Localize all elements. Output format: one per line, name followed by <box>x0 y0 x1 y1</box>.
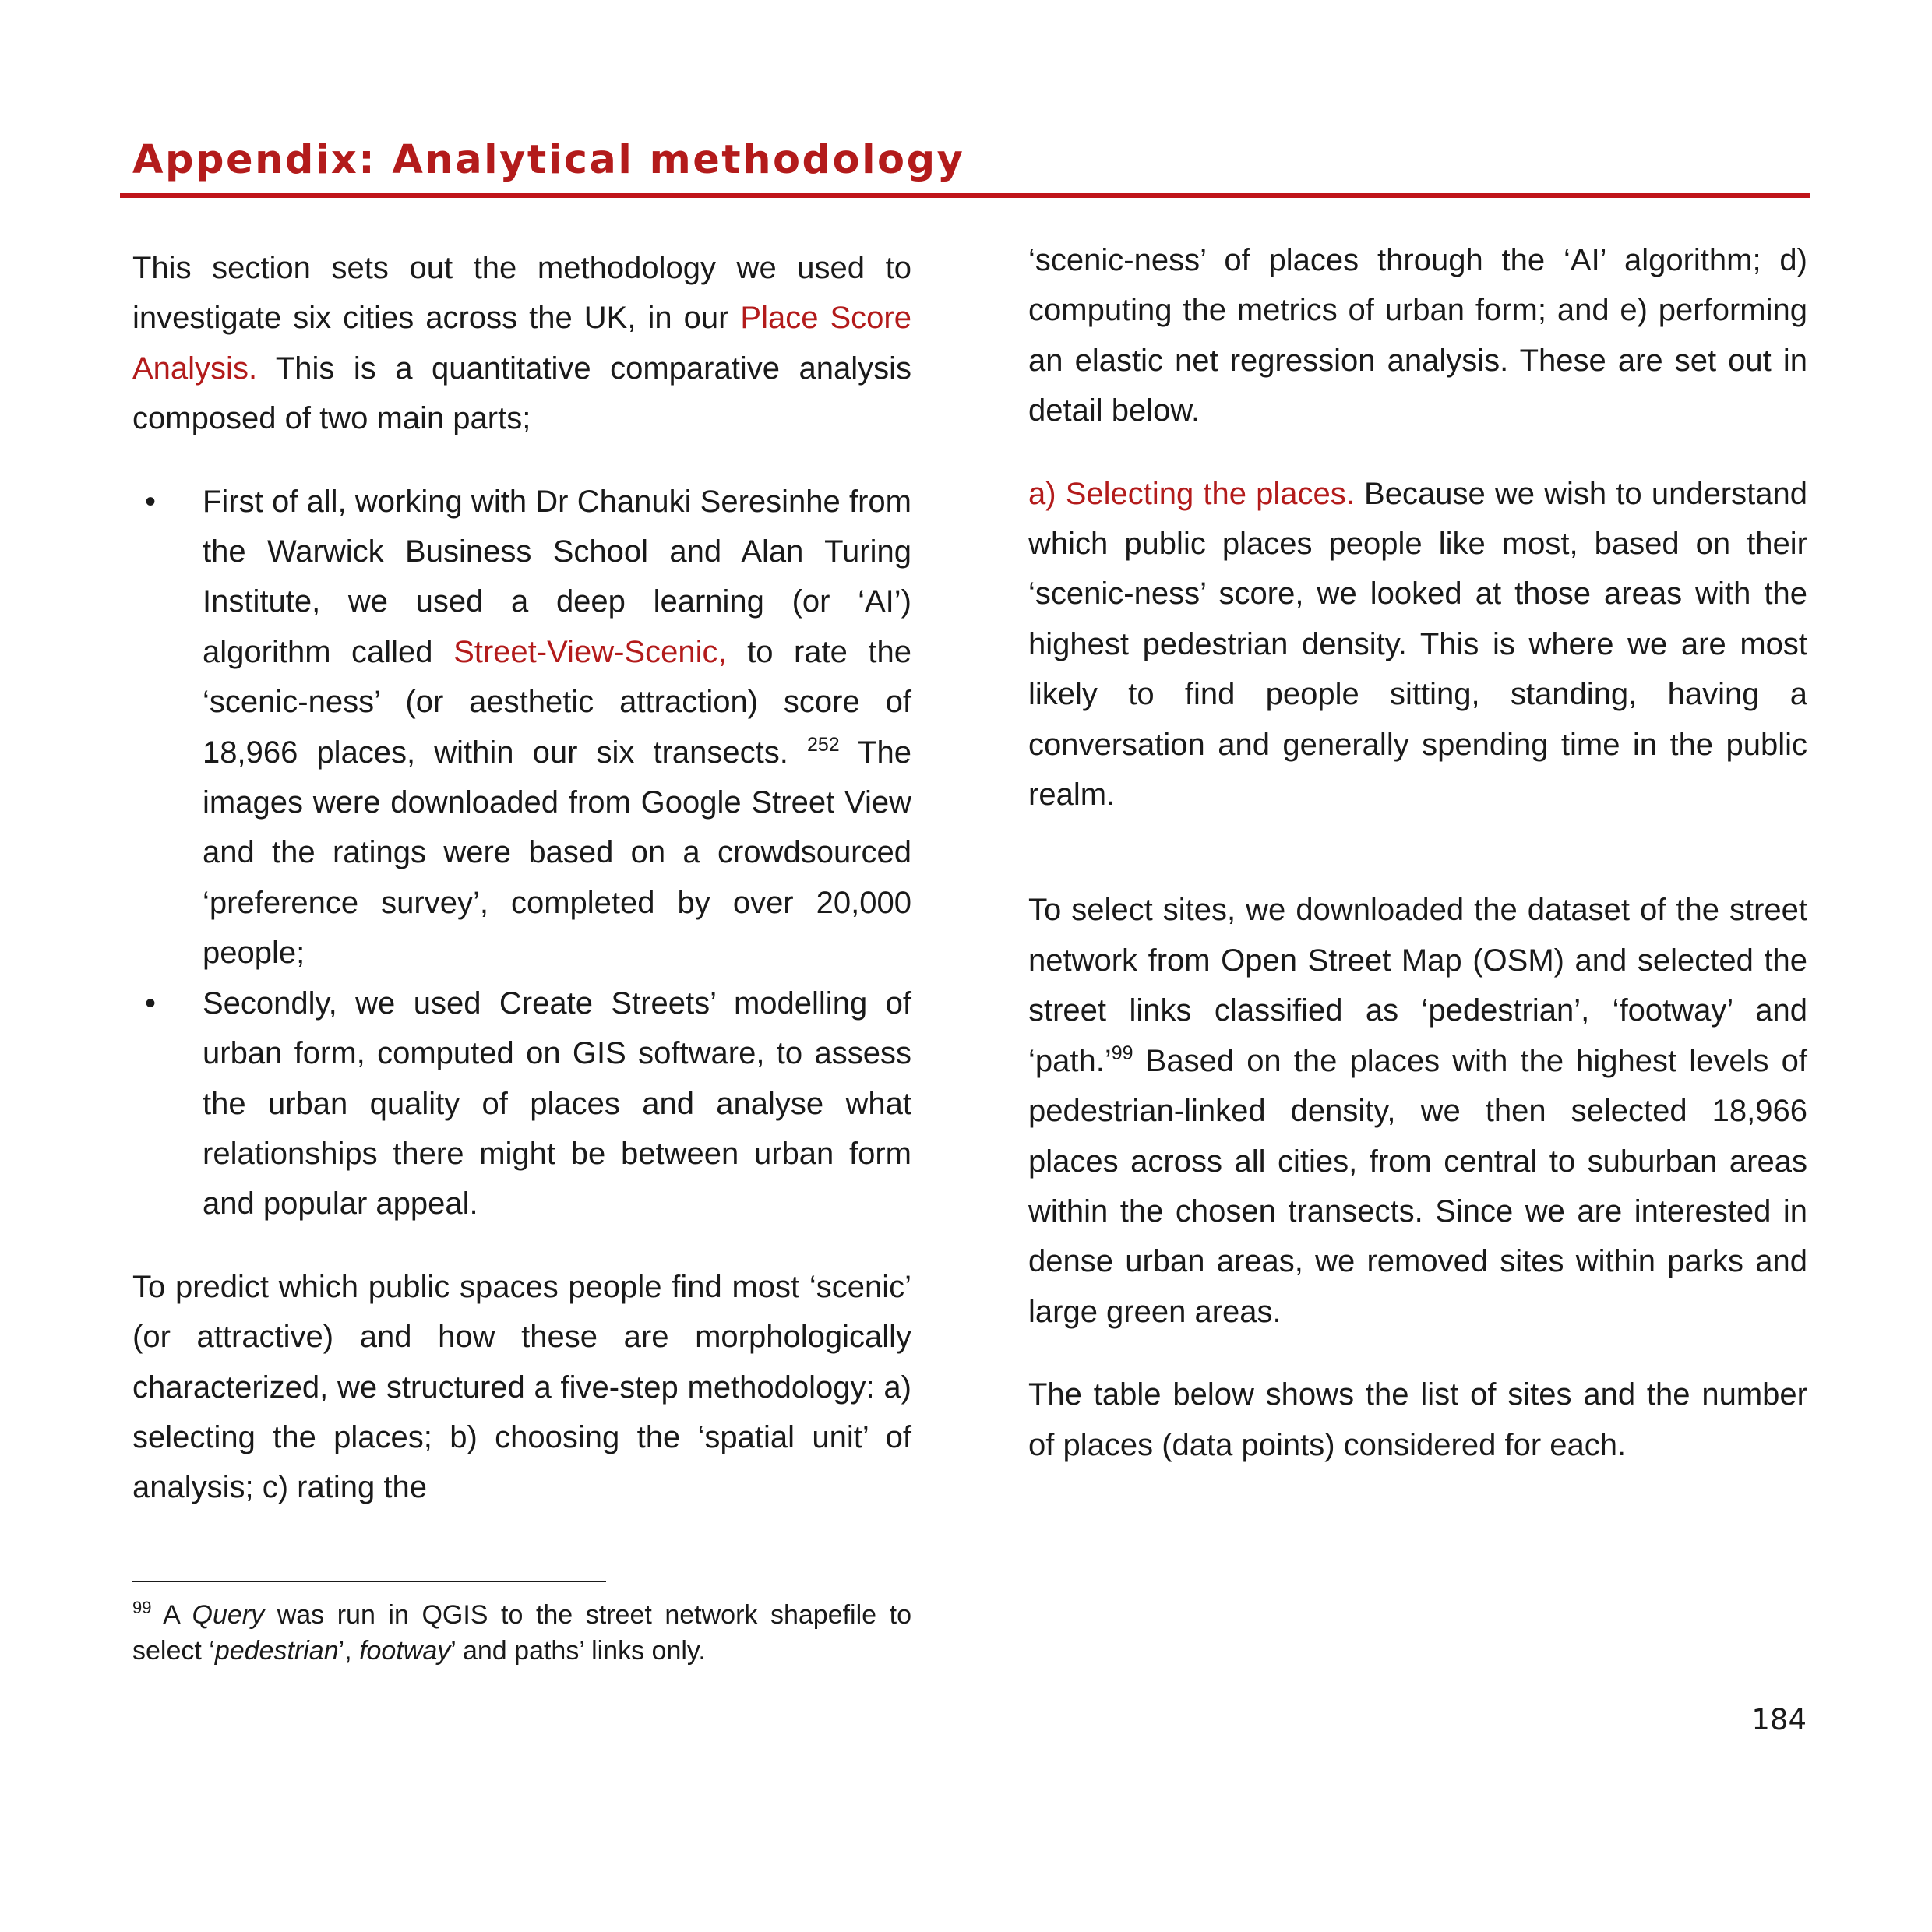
footnote-text: ’ and paths’ links only. <box>450 1636 706 1666</box>
select-sites-text: To select sites, we downloaded the dataset of the street network from Open Street Map (OSM) and selected the street links classified as ‘pedestrian’, ‘footway’ and ‘path.’ <box>1028 893 1807 1078</box>
selecting-places-paragraph <box>1028 469 1807 820</box>
left-column <box>132 243 911 1513</box>
selecting-places-text: Because we wish to understand which public places people like most, based on their ‘scenic-ness’ score, we looked at those areas with the highest pedestrian density. This is where we are most likely to find people sitting, standing, having a conversation and generally spending time in the public realm. <box>1028 476 1807 813</box>
footnote-text: ’, <box>338 1636 360 1666</box>
intro-paragraph <box>132 243 911 444</box>
intro-text-end: This is a quantitative comparative analysis composed of two main parts; <box>132 351 911 436</box>
predict-paragraph: To predict which public spaces people find most ‘scenic’ (or attractive) and how these are morphologically characterized, we structured a five-step methodology: a) selecting the places; b) choosing the ‘spatial unit’ of analysis; c) rating the <box>132 1269 911 1505</box>
intro-text: This section sets out the methodology we used to investigate six cities across the UK, in our <box>132 251 911 336</box>
bullet-icon: • <box>145 985 157 1021</box>
footnote <box>132 1597 911 1669</box>
selecting-places-subheading: a) Selecting the places. <box>1028 476 1355 511</box>
bullet2-text: Secondly, we used Create Streets’ modelling of urban form, computed on GIS software, to assess the urban quality of places and analyse what relationships there might be between urban form and popular appeal. <box>203 985 911 1222</box>
street-view-scenic-link[interactable]: Street-View-Scenic, <box>453 634 727 669</box>
footnote-text: was run in QGIS to the street network shapefile to select ‘ <box>132 1600 911 1666</box>
footnote-ref-99: 99 <box>1111 1042 1133 1064</box>
title-underline <box>120 193 1810 198</box>
bullet1-text-mid: to rate the ‘scenic-ness’ (or aesthetic attraction) score of 18,966 places, within our six transects. <box>203 634 912 770</box>
list-item <box>132 978 911 1229</box>
bullet-icon: • <box>145 484 157 519</box>
footnote-ref-252: 252 <box>806 733 840 756</box>
footnote-footway-term: footway <box>359 1636 451 1666</box>
page-number: 184 <box>1751 1703 1807 1736</box>
place-score-analysis-link[interactable]: Place Score Analysis. <box>132 301 911 386</box>
footnote-divider <box>132 1581 606 1582</box>
page-title: Appendix: Analytical methodology <box>132 137 965 183</box>
right-column <box>1028 235 1807 1470</box>
continuation-paragraph: ‘scenic-ness’ of places through the ‘AI’ algorithm; d) computing the metrics of urban form; and e) performing an elastic net regression analysis. These are set out in detail below. <box>1028 243 1807 428</box>
select-sites-paragraph <box>1028 885 1807 1337</box>
methodology-parts-list <box>132 477 911 1229</box>
select-sites-text-end: Based on the places with the highest levels of pedestrian-linked density, we then selected 18,966 places across all cities, from central to suburban areas within the chosen transects. Since we are interested in dense urban areas, we removed sites within parks and large green areas. <box>1028 1043 1807 1329</box>
table-intro-paragraph: The table below shows the list of sites and the number of places (data points) considered for each. <box>1028 1377 1807 1462</box>
footnote-pedestrian-term: pedestrian <box>214 1636 339 1666</box>
bullet1-text-end: The images were downloaded from Google Street View and the ratings were based on a crowdsourced ‘preference survey’, completed by over 20,000 people; <box>203 735 911 971</box>
bullet1-text: First of all, working with Dr Chanuki Seresinhe from the Warwick Business School and Alan Turing Institute, we used a deep learning (or ‘AI’) algorithm called <box>203 484 911 669</box>
footnote-text: A <box>151 1600 192 1630</box>
footnote-query-term: Query <box>192 1600 265 1630</box>
list-item <box>132 477 911 978</box>
footnote-number: 99 <box>132 1598 152 1617</box>
